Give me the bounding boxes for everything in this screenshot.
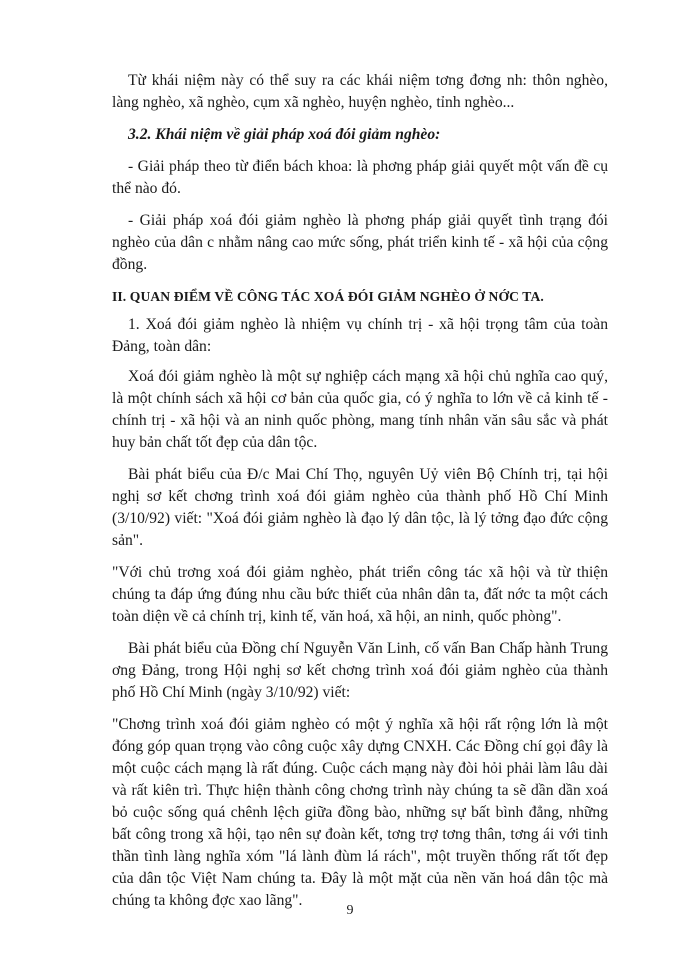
section-heading-3-2: 3.2. Khái niệm về giải pháp xoá đói giảm nghèo: <box>128 126 441 143</box>
paragraph-derived-concepts: Từ khái niệm này có thể suy ra các khái niệm tơng đơng nh: thôn nghèo, làng nghèo, xã nghèo, cụm xã nghèo, huyện nghèo, tỉnh nghèo... <box>112 72 608 111</box>
paragraph-mai-chi-tho-speech: Bài phát biểu của Đ/c Mai Chí Thọ, nguyên Uỷ viên Bộ Chính trị, tại hội nghị sơ kết chơng trình xoá đói giảm nghèo của thành phố Hồ Chí Minh (3/10/92) viết: "Xoá đói giảm nghèo là đạo lý dân tộc, là lý tởng đạo đức cộng sản". <box>112 466 608 549</box>
paragraph-revolutionary-cause: Xoá đói giảm nghèo là một sự nghiệp cách mạng xã hội chủ nghĩa cao quý, là một chính sách xã hội cơ bản của quốc gia, có ý nghĩa to lớn về cả kinh tế - chính trị - xã hội và an ninh quốc phòng, mang tính nhân văn sâu sắc và phát huy bản chất tốt đẹp của dân tộc. <box>112 368 608 451</box>
paragraph-solution-poverty: - Giải pháp xoá đói giảm nghèo là phơng pháp giải quyết tình trạng đói nghèo của dân c nhằm nâng cao mức sống, phát triển kinh tế - xã hội của cộng đồng. <box>112 212 608 273</box>
page-number: 9 <box>346 903 354 918</box>
paragraph-task-statement: 1. Xoá đói giảm nghèo là nhiệm vụ chính trị - xã hội trọng tâm của toàn Đảng, toàn dân: <box>112 316 608 355</box>
paragraph-nguyen-van-linh-speech: Bài phát biểu của Đồng chí Nguyễn Văn Linh, cố vấn Ban Chấp hành Trung ơng Đảng, trong Hội nghị sơ kết chơng trình xoá đói giảm nghèo của thành phố Hồ Chí Minh (ngày 3/10/92) viết: <box>112 640 608 701</box>
paragraph-solution-definition: - Giải pháp theo từ điển bách khoa: là phơng pháp giải quyết một vấn đề cụ thể nào đó. <box>112 158 608 197</box>
page-body <box>112 70 608 922</box>
paragraph-quote-program: "Chơng trình xoá đói giảm nghèo có một ý nghĩa xã hội rất rộng lớn là một đóng góp quan trọng vào công cuộc xây dựng CNXH. Các Đồng chí gọi đây là một cuộc cách mạng là rất đúng. Cuộc cách mạng này đòi hỏi phải làm lâu dài và rất kiên trì. Thực hiện thành công chơng trình này chúng ta sẽ dần dần xoá bỏ cuộc sống quá chênh lệch giữa đồng bào, những sự bất bình đẳng, những bất công trong xã hội, tạo nên sự đoàn kết, tơng trợ tơng thân, tơng ái với tinh thần tình làng nghĩa xóm "lá lành đùm lá rách", một truyền thống rất tốt đẹp của dân tộc Việt Nam chúng ta. Đây là một mặt của nền văn hoá dân tộc mà chúng ta không đợc xao lãng". <box>112 716 608 909</box>
paragraph-quote-policy: "Với chủ trơng xoá đói giảm nghèo, phát triển công tác xã hội và từ thiện chúng ta đáp ứng đúng nhu cầu bức thiết của nhân dân ta, đất nớc ta một cách toàn diện về cả chính trị, kinh tế, văn hoá, xã hội, an ninh, quốc phòng". <box>112 564 608 625</box>
section-heading-ii: II. QUAN ĐIỂM VỀ CÔNG TÁC XOÁ ĐÓI GIẢM NGHÈO Ở NỚC TA. <box>112 289 544 304</box>
